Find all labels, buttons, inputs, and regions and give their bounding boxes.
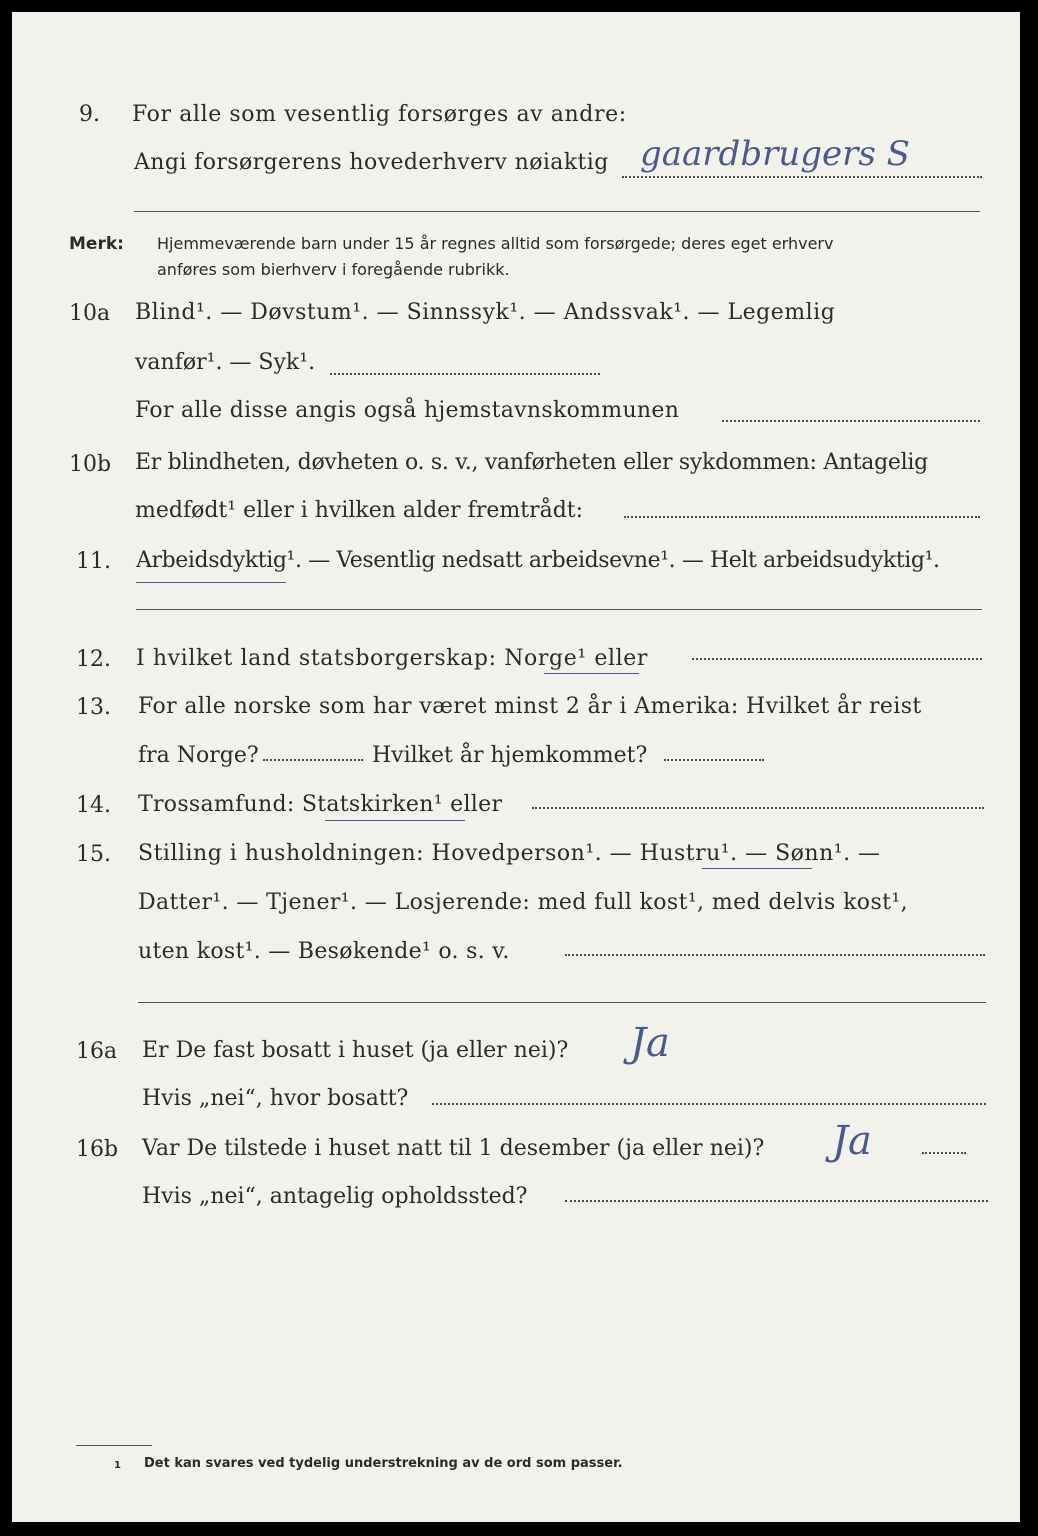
q13-hjemkommet-line [664, 759, 764, 761]
q16b-line2: Hvis „nei“, antagelig opholdssted? [142, 1184, 528, 1209]
q14-line1: Trossamfund: Statskirken¹ eller [138, 792, 503, 817]
q10b-alder-line [624, 516, 980, 518]
q10a-number: 10a [69, 301, 111, 326]
q15-line2: Datter¹. — Tjener¹. — Losjerende: med full kost¹, med delvis kost¹, [138, 890, 908, 915]
q11-line1: Arbeidsdyktig¹. — Vesentlig nedsatt arbeidsevne¹. — Helt arbeidsudyktig¹. [136, 548, 940, 573]
q9-number: 9. [79, 102, 100, 127]
q16a-line2: Hvis „nei“, hvor bosatt? [142, 1086, 409, 1111]
q15-answer-line [565, 954, 985, 956]
q16b-handwritten-answer: Ja [832, 1118, 872, 1164]
census-form-page [12, 12, 1020, 1522]
q11-rule [136, 609, 982, 610]
q16b-line1: Var De tilstede i huset natt til 1 desember (ja eller nei)? [142, 1136, 765, 1161]
q12-line1: I hvilket land statsborgerskap: Norge¹ eller [136, 646, 648, 671]
q9-rule [134, 211, 980, 212]
q15-line1: Stilling i husholdningen: Hovedperson¹. — Hustru¹. — Sønn¹. — [138, 841, 881, 866]
q10a-line3: For alle disse angis også hjemstavnskommunen [135, 398, 680, 423]
q10b-line1: Er blindheten, døvheten o. s. v., vanførheten eller sykdommen: Antagelig [135, 450, 928, 475]
q12-number: 12. [76, 647, 111, 672]
q13-line1: For alle norske som har været minst 2 år i Amerika: Hvilket år reist [138, 694, 922, 719]
footnote-mark: 1 [114, 1460, 121, 1471]
q16a-handwritten-answer: Ja [630, 1020, 670, 1066]
q10b-line2: medfødt¹ eller i hvilken alder fremtrådt: [135, 498, 584, 523]
q12-underline-norge [544, 673, 639, 674]
merk-line1: Hjemmeværende barn under 15 år regnes alltid som forsørgede; deres eget erhverv [157, 234, 834, 253]
q16a-number: 16a [76, 1039, 118, 1064]
merk-label: Merk: [69, 234, 124, 254]
q16b-number: 16b [76, 1137, 119, 1162]
q14-underline-statskirken [325, 820, 465, 821]
q16b-answer-line [922, 1152, 966, 1154]
q14-number: 14. [76, 793, 111, 818]
q15-number: 15. [76, 842, 111, 867]
q12-answer-line [692, 658, 982, 660]
q9-handwritten-answer: gaardbrugers S [640, 134, 910, 174]
merk-line2: anføres som bierhverv i foregående rubrikk. [157, 260, 510, 279]
q9-line2: Angi forsørgerens hovederhverv nøiaktig [134, 150, 609, 175]
q14-answer-line [532, 807, 984, 809]
q13-reist-line [263, 759, 363, 761]
q9-answer-line [622, 176, 982, 178]
q13-line2a: fra Norge? [138, 743, 259, 768]
q16a-line1: Er De fast bosatt i huset (ja eller nei)? [142, 1038, 569, 1063]
q15-line3: uten kost¹. — Besøkende¹ o. s. v. [138, 939, 510, 964]
q13-number: 13. [76, 695, 111, 720]
footnote-rule [76, 1445, 152, 1446]
q10a-hjemstavn-line [722, 420, 980, 422]
q11-underline-arbeidsdyktig [136, 582, 286, 583]
q10a-line1: Blind¹. — Døvstum¹. — Sinnssyk¹. — Andssvak¹. — Legemlig [135, 300, 836, 325]
q10a-line2: vanfør¹. — Syk¹. [135, 350, 316, 375]
q16b-opholdssted-line [565, 1200, 988, 1202]
q10b-number: 10b [69, 452, 112, 477]
q15-rule [138, 1002, 986, 1003]
q16a-bosatt-line [432, 1103, 986, 1105]
footnote-text: Det kan svares ved tydelig understrekning av de ord som passer. [144, 1456, 623, 1471]
q10a-syk-line [330, 373, 600, 375]
q15-underline-hustru [702, 868, 812, 869]
q9-line1: For alle som vesentlig forsørges av andre: [132, 102, 627, 127]
q11-number: 11. [76, 549, 111, 574]
q13-line2b: Hvilket år hjemkommet? [372, 743, 648, 768]
